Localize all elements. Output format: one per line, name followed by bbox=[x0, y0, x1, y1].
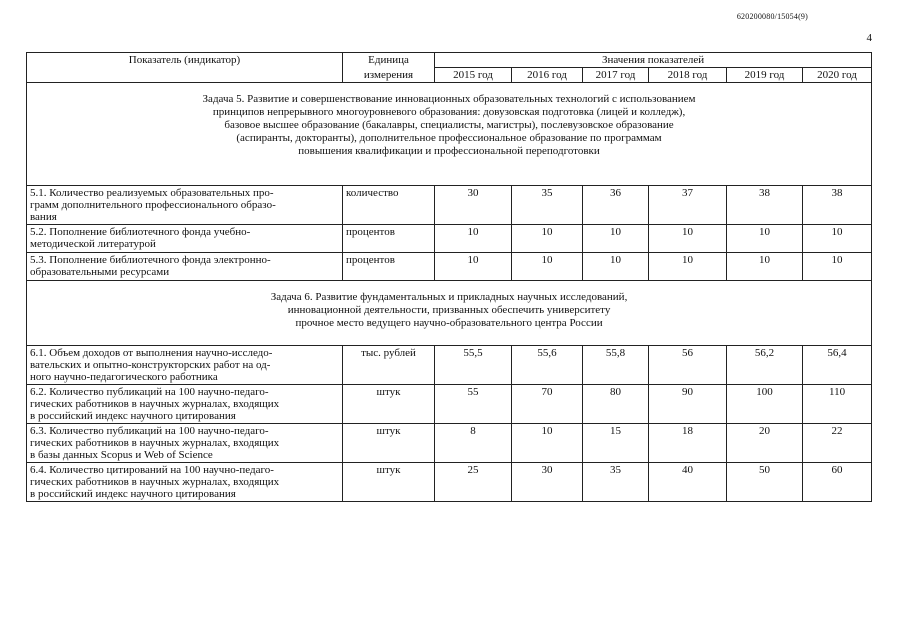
value-cell: 10 bbox=[435, 253, 512, 281]
indicator-line: в российский индекс научного цитирования bbox=[30, 410, 236, 422]
task-line: повышения квалификации и профессиональной переподготовки bbox=[298, 145, 600, 157]
value-cell: 15 bbox=[583, 424, 649, 463]
indicator-cell bbox=[27, 424, 343, 463]
value-cell: 110 bbox=[803, 385, 872, 424]
value-cell: 70 bbox=[512, 385, 583, 424]
indicator-line: ного научно-педагогического работника bbox=[30, 371, 218, 383]
value-cell: 10 bbox=[512, 225, 583, 253]
task-5-row bbox=[27, 83, 872, 186]
indicator-line: гических работников в научных журналах, входящих bbox=[30, 476, 280, 488]
task-6-row bbox=[27, 281, 872, 346]
table-row bbox=[27, 253, 872, 281]
indicator-line: 5.2. Пополнение библиотечного фонда учебно- bbox=[30, 226, 251, 238]
value-cell: 10 bbox=[512, 424, 583, 463]
table-row bbox=[27, 463, 872, 502]
table-row bbox=[27, 186, 872, 225]
year-header: 2018 год bbox=[649, 68, 727, 83]
value-cell: 60 bbox=[803, 463, 872, 502]
value-cell: 55,8 bbox=[583, 346, 649, 385]
value-cell: 18 bbox=[649, 424, 727, 463]
year-header: 2017 год bbox=[583, 68, 649, 83]
indicator-line: вательских и опытно-конструкторских работ на од- bbox=[30, 359, 271, 371]
value-cell: 90 bbox=[649, 385, 727, 424]
value-cell: 20 bbox=[727, 424, 803, 463]
indicator-cell bbox=[27, 463, 343, 502]
year-header: 2020 год bbox=[803, 68, 872, 83]
indicator-cell bbox=[27, 346, 343, 385]
value-cell: 22 bbox=[803, 424, 872, 463]
value-cell: 38 bbox=[803, 186, 872, 225]
value-cell: 56,2 bbox=[727, 346, 803, 385]
indicator-cell bbox=[27, 225, 343, 253]
indicators-table bbox=[26, 52, 872, 502]
value-cell: 35 bbox=[512, 186, 583, 225]
value-cell: 56,4 bbox=[803, 346, 872, 385]
table-row bbox=[27, 385, 872, 424]
task-line: (аспиранты, докторанты), дополнительное профессиональное образование по программам bbox=[236, 132, 662, 144]
unit-header: Единица bbox=[343, 53, 435, 68]
value-cell: 8 bbox=[435, 424, 512, 463]
task-line: Задача 5. Развитие и совершенствование инновационных образовательных технологий с использованием bbox=[202, 93, 696, 105]
indicator-cell bbox=[27, 385, 343, 424]
value-cell: 10 bbox=[727, 225, 803, 253]
header-row bbox=[27, 53, 872, 68]
indicator-line: 6.3. Количество публикаций на 100 научно-педаго- bbox=[30, 425, 269, 437]
unit-cell: процентов bbox=[343, 225, 435, 253]
indicator-line: образовательными ресурсами bbox=[30, 266, 170, 278]
value-cell: 50 bbox=[727, 463, 803, 502]
indicator-line: 5.3. Пополнение библиотечного фонда электронно- bbox=[30, 254, 271, 266]
year-header: 2016 год bbox=[512, 68, 583, 83]
unit-cell: штук bbox=[343, 424, 435, 463]
value-cell: 30 bbox=[512, 463, 583, 502]
value-cell: 10 bbox=[583, 225, 649, 253]
value-cell: 55,6 bbox=[512, 346, 583, 385]
value-cell: 55 bbox=[435, 385, 512, 424]
table-row bbox=[27, 346, 872, 385]
values-header: Значения показателей bbox=[435, 53, 872, 68]
table-row bbox=[27, 225, 872, 253]
task-line: базовое высшее образование (бакалавры, специалисты, магистры), послевузовское образование bbox=[224, 119, 674, 131]
indicator-line: грамм дополнительного профессионального образо- bbox=[30, 199, 276, 211]
indicator-line: методической литературой bbox=[30, 238, 156, 250]
indicator-line: в российский индекс научного цитирования bbox=[30, 488, 236, 500]
task-5-text bbox=[27, 83, 872, 186]
task-line: Задача 6. Развитие фундаментальных и прикладных научных исследований, bbox=[270, 291, 628, 303]
unit-cell: штук bbox=[343, 463, 435, 502]
table-row bbox=[27, 424, 872, 463]
value-cell: 30 bbox=[435, 186, 512, 225]
value-cell: 36 bbox=[583, 186, 649, 225]
unit-cell: тыс. рублей bbox=[343, 346, 435, 385]
value-cell: 10 bbox=[649, 253, 727, 281]
indicator-line: 6.4. Количество цитирований на 100 научно-педаго- bbox=[30, 464, 274, 476]
unit-header-line2: измерения bbox=[343, 68, 435, 83]
value-cell: 38 bbox=[727, 186, 803, 225]
indicator-line: гических работников в научных журналах, входящих bbox=[30, 437, 280, 449]
value-cell: 10 bbox=[803, 225, 872, 253]
value-cell: 40 bbox=[649, 463, 727, 502]
year-header: 2019 год bbox=[727, 68, 803, 83]
value-cell: 55,5 bbox=[435, 346, 512, 385]
indicator-line: 5.1. Количество реализуемых образовательных про- bbox=[30, 187, 274, 199]
value-cell: 10 bbox=[727, 253, 803, 281]
task-line: прочное место ведущего научно-образовательного центра России bbox=[295, 317, 603, 329]
unit-cell: процентов bbox=[343, 253, 435, 281]
task-line: инновационной деятельности, призванных обеспечить университету bbox=[287, 304, 611, 316]
indicator-line: 6.2. Количество публикаций на 100 научно-педаго- bbox=[30, 386, 269, 398]
document-id: 620200080/15054(9) bbox=[736, 12, 808, 21]
value-cell: 37 bbox=[649, 186, 727, 225]
year-header: 2015 год bbox=[435, 68, 512, 83]
indicator-line: в базы данных Scopus и Web of Science bbox=[30, 449, 213, 461]
unit-cell: количество bbox=[343, 186, 435, 225]
value-cell: 10 bbox=[649, 225, 727, 253]
indicator-line: 6.1. Объем доходов от выполнения научно-исследо- bbox=[30, 347, 273, 359]
page-number: 4 bbox=[866, 32, 872, 44]
value-cell: 35 bbox=[583, 463, 649, 502]
value-cell: 100 bbox=[727, 385, 803, 424]
indicator-header: Показатель (индикатор) bbox=[27, 53, 343, 83]
value-cell: 10 bbox=[435, 225, 512, 253]
value-cell: 80 bbox=[583, 385, 649, 424]
task-line: принципов непрерывного многоуровневого образования: довузовская подготовка (лицей и колледж), bbox=[212, 106, 686, 118]
indicator-line: гических работников в научных журналах, входящих bbox=[30, 398, 280, 410]
task-6-text bbox=[27, 281, 872, 346]
indicator-cell bbox=[27, 253, 343, 281]
value-cell: 25 bbox=[435, 463, 512, 502]
value-cell: 10 bbox=[803, 253, 872, 281]
value-cell: 10 bbox=[512, 253, 583, 281]
value-cell: 56 bbox=[649, 346, 727, 385]
indicator-cell bbox=[27, 186, 343, 225]
indicator-line: вания bbox=[30, 211, 57, 223]
value-cell: 10 bbox=[583, 253, 649, 281]
unit-cell: штук bbox=[343, 385, 435, 424]
